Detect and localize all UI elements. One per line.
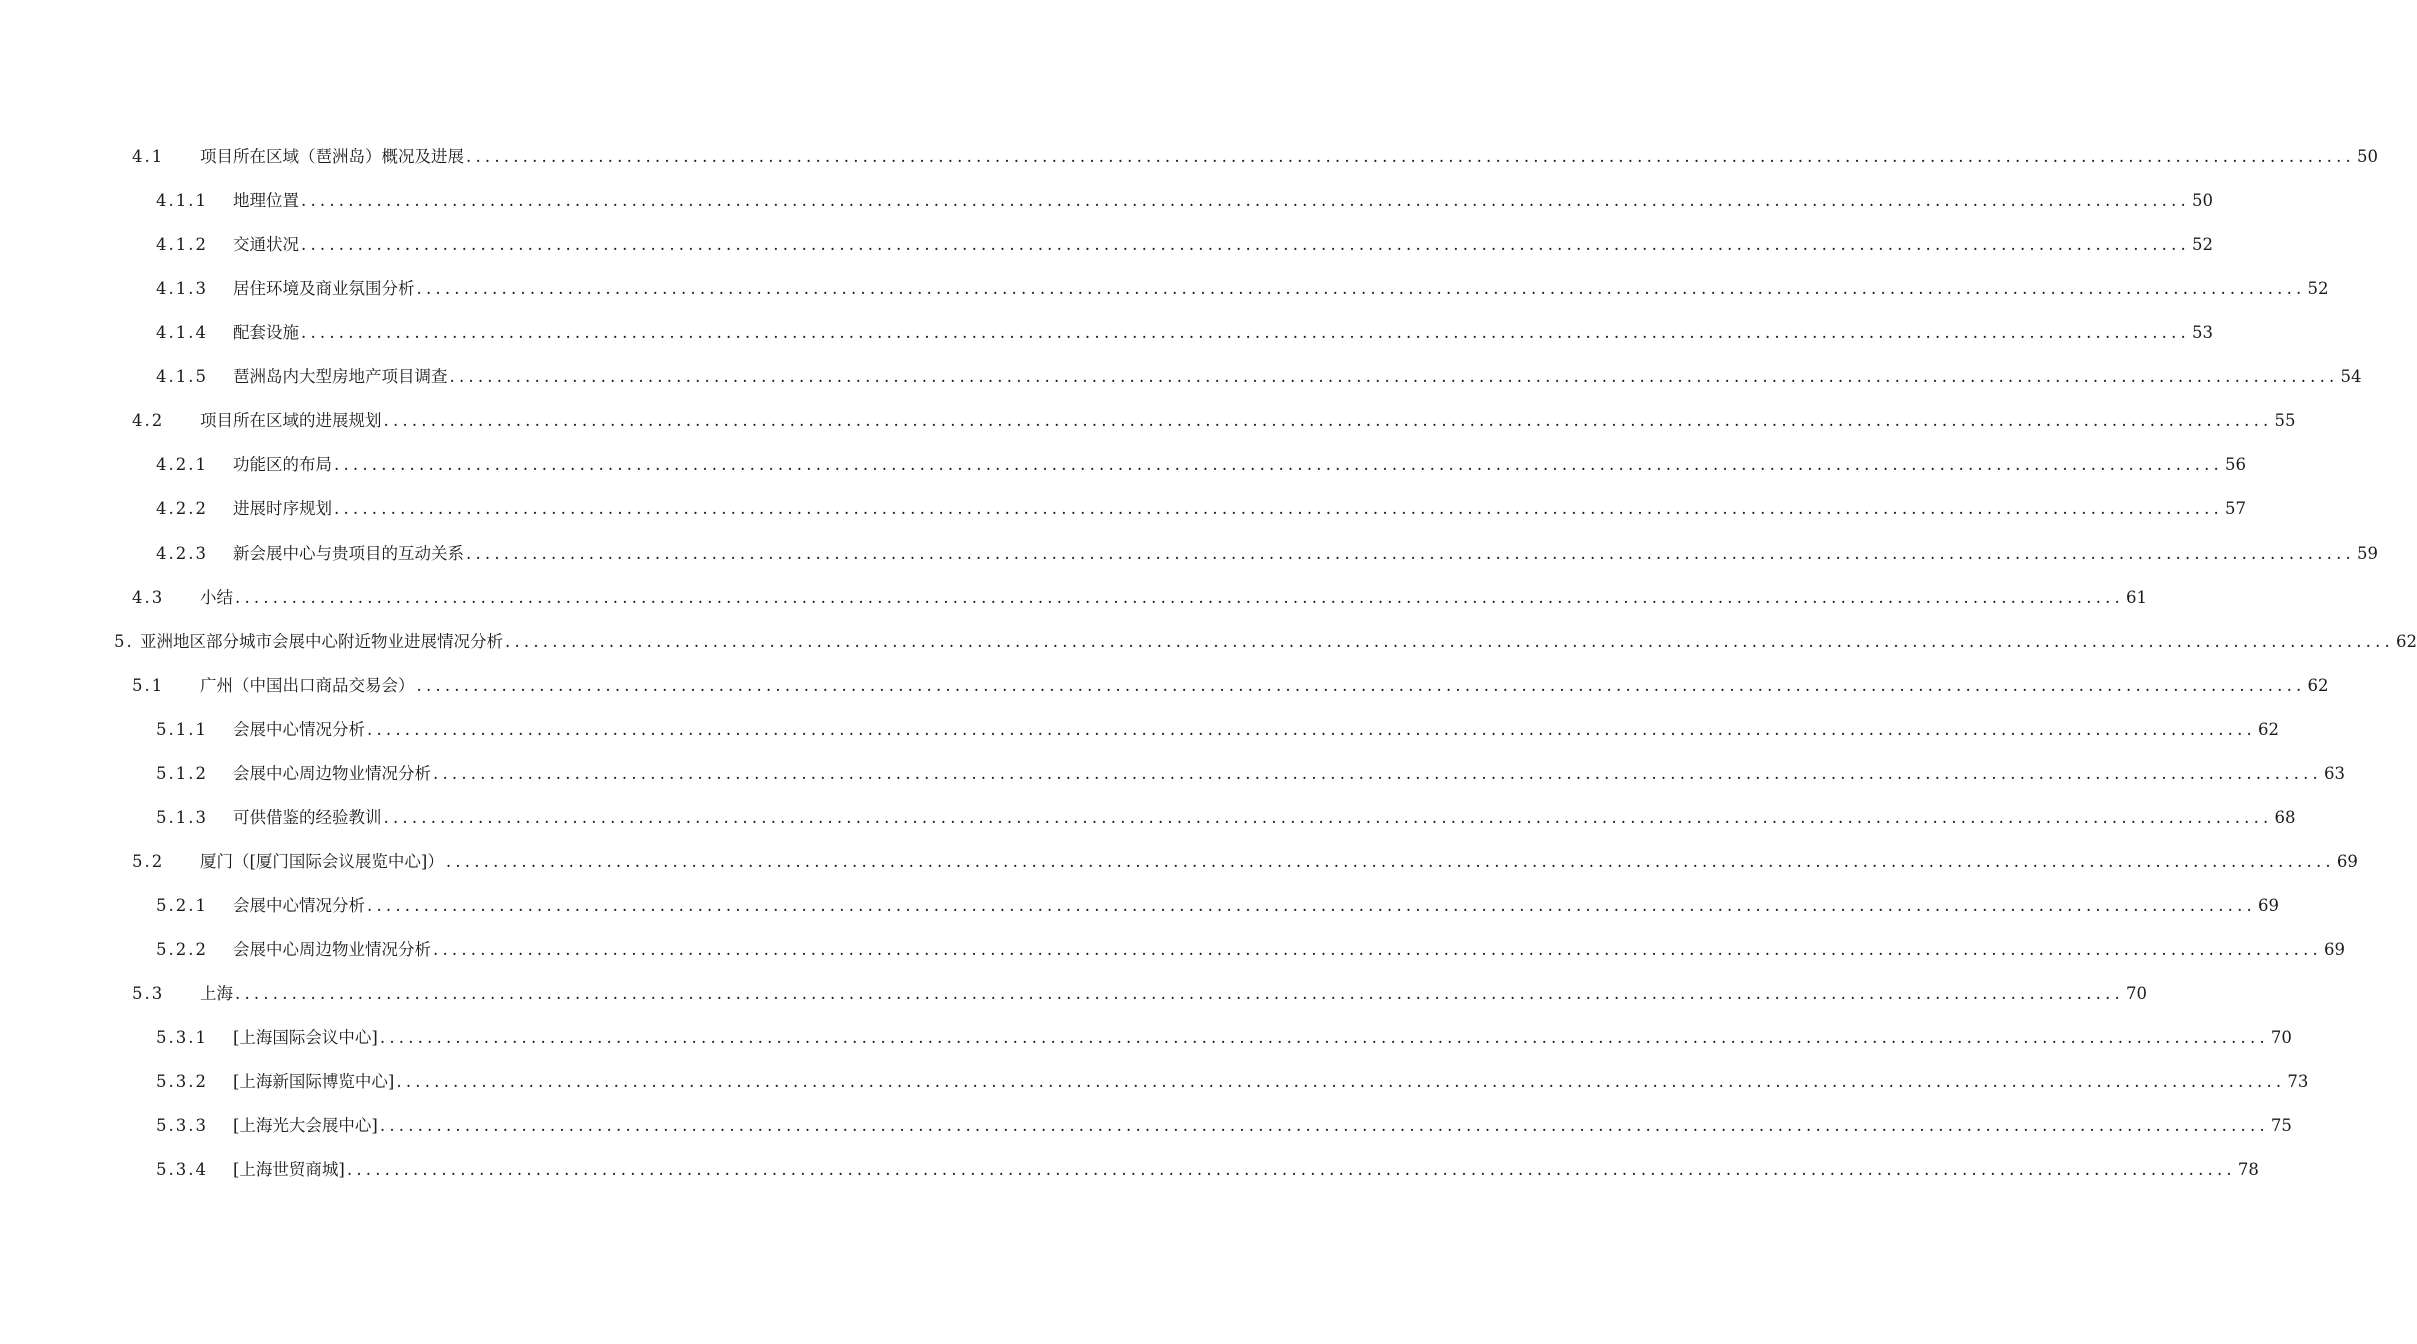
toc-entry-title: 会展中心情况分析 bbox=[233, 719, 365, 739]
toc-entry[interactable] bbox=[156, 186, 2213, 216]
dot-leader: ........................................................................................................................................................................................................ bbox=[367, 719, 2256, 739]
toc-entry-number: 5.3.1 bbox=[156, 1028, 208, 1047]
toc-entry-number: 5.2.2 bbox=[156, 939, 208, 959]
toc-entry-page-number: 52 bbox=[2191, 235, 2213, 255]
toc-entry-title: [上海世贸商城] bbox=[233, 1160, 345, 1180]
toc-entry[interactable] bbox=[156, 450, 2246, 480]
dot-leader: ........................................................................................................................................................................................................ bbox=[379, 1116, 2269, 1136]
toc-entry-title: 地理位置 bbox=[233, 191, 299, 211]
toc-entry-page-number: 68 bbox=[2274, 807, 2296, 827]
toc-entry-title: 项目所在区域（琶洲岛）概况及进展 bbox=[200, 147, 464, 166]
toc-entry[interactable] bbox=[132, 406, 2296, 436]
toc-entry[interactable] bbox=[132, 979, 2147, 1009]
dot-leader: ........................................................................................................................................................................................................ bbox=[346, 1160, 2236, 1180]
dot-leader: ........................................................................................................................................................................................................ bbox=[301, 323, 2190, 343]
toc-entry-title: 进展时序规划 bbox=[233, 499, 332, 519]
toc-entry-title: 厦门（[厦门国际会议展览中心]） bbox=[200, 851, 444, 871]
toc-entry-title: 会展中心周边物业情况分析 bbox=[233, 763, 431, 783]
toc-entry-number: 4.1.2 bbox=[156, 235, 208, 255]
toc-entry-title: 交通状况 bbox=[233, 235, 299, 255]
toc-entry-number: 5.1.1 bbox=[156, 719, 208, 739]
toc-entry-number: 5.3.3 bbox=[156, 1116, 208, 1136]
toc-entry-number: 4.1.1 bbox=[156, 191, 208, 211]
toc-entry[interactable] bbox=[156, 935, 2345, 965]
dot-leader: ........................................................................................................................................................................................................ bbox=[334, 455, 2223, 475]
toc-entry[interactable] bbox=[156, 539, 2378, 569]
toc-entry-number: 5.1 bbox=[132, 675, 165, 695]
dot-leader: ........................................................................................................................................................................................................ bbox=[235, 983, 2124, 1003]
dot-leader: ........................................................................................................................................................................................................ bbox=[416, 279, 2306, 299]
toc-entry-page-number: 54 bbox=[2340, 367, 2362, 387]
dot-leader: ........................................................................................................................................................................................................ bbox=[433, 763, 2322, 783]
toc-entry-number: 4.2.2 bbox=[156, 499, 208, 519]
toc-entry-number: 5.1.2 bbox=[156, 763, 208, 783]
toc-entry-title: 小结 bbox=[200, 587, 233, 607]
toc-entry-title: 上海 bbox=[200, 983, 233, 1003]
dot-leader: ........................................................................................................................................................................................................ bbox=[235, 587, 2124, 607]
dot-leader: ........................................................................................................................................................................................................ bbox=[301, 235, 2190, 255]
dot-leader: ........................................................................................................................................................................................................ bbox=[416, 675, 2306, 695]
dot-leader: ........................................................................................................................................................................................................ bbox=[433, 939, 2322, 959]
toc-entry-page-number: 70 bbox=[2125, 983, 2147, 1003]
toc-entry-title: 居住环境及商业氛围分析 bbox=[233, 279, 415, 299]
toc-entry-title: [上海国际会议中心] bbox=[233, 1028, 378, 1047]
dot-leader: ........................................................................................................................................................................................................ bbox=[383, 411, 2273, 431]
toc-entry-number: 4.2.3 bbox=[156, 543, 208, 563]
toc-entry[interactable] bbox=[132, 583, 2147, 613]
toc-entry-page-number: 69 bbox=[2323, 939, 2345, 959]
toc-entry[interactable] bbox=[114, 627, 2417, 657]
toc-entry[interactable] bbox=[156, 362, 2362, 392]
toc-entry-number: 5.3.4 bbox=[156, 1160, 208, 1180]
dot-leader: ........................................................................................................................................................................................................ bbox=[466, 543, 2355, 563]
toc-entry[interactable] bbox=[156, 1023, 2292, 1053]
toc-entry-page-number: 50 bbox=[2356, 147, 2378, 166]
toc-entry-page-number: 61 bbox=[2125, 587, 2147, 607]
toc-entry[interactable] bbox=[156, 494, 2246, 524]
toc-entry-title: 新会展中心与贵项目的互动关系 bbox=[233, 543, 464, 563]
toc-entry-page-number: 63 bbox=[2323, 763, 2345, 783]
toc-entry-page-number: 75 bbox=[2270, 1116, 2292, 1136]
toc-entry-title: [上海新国际博览中心] bbox=[233, 1072, 395, 1091]
toc-entry[interactable] bbox=[156, 891, 2279, 921]
toc-entry-number: 4.1 bbox=[132, 147, 165, 166]
toc-entry-number: 5. bbox=[114, 631, 134, 651]
toc-entry-title: 广州（中国出口商品交易会） bbox=[200, 675, 415, 695]
dot-leader: ........................................................................................................................................................................................................ bbox=[383, 807, 2273, 827]
toc-entry[interactable] bbox=[156, 759, 2345, 789]
toc-entry-number: 4.1.3 bbox=[156, 279, 208, 299]
toc-entry-page-number: 62 bbox=[2307, 675, 2329, 695]
toc-entry-page-number: 52 bbox=[2307, 279, 2329, 299]
toc-entry[interactable] bbox=[156, 230, 2213, 260]
toc-entry-page-number: 62 bbox=[2257, 719, 2279, 739]
toc-entry-number: 4.2 bbox=[132, 411, 165, 431]
toc-entry-title: 琶洲岛内大型房地产项目调查 bbox=[233, 367, 448, 387]
toc-entry-page-number: 56 bbox=[2224, 455, 2246, 475]
dot-leader: ........................................................................................................................................................................................................ bbox=[379, 1028, 2269, 1047]
toc-entry-title: 配套设施 bbox=[233, 323, 299, 343]
toc-entry-page-number: 69 bbox=[2257, 895, 2279, 915]
toc-entry-number: 5.3.2 bbox=[156, 1072, 208, 1091]
toc-entry-title: 可供借鉴的经验教训 bbox=[233, 807, 382, 827]
toc-entry-number: 5.1.3 bbox=[156, 807, 208, 827]
dot-leader: ........................................................................................................................................................................................................ bbox=[505, 631, 2394, 651]
toc-entry-page-number: 62 bbox=[2395, 631, 2417, 651]
toc-entry-number: 5.3 bbox=[132, 983, 165, 1003]
toc-entry-title: 会展中心情况分析 bbox=[233, 895, 365, 915]
toc-entry-number: 5.2.1 bbox=[156, 895, 208, 915]
toc-entry-number: 4.3 bbox=[132, 587, 165, 607]
toc-entry[interactable] bbox=[132, 142, 2378, 172]
toc-entry[interactable] bbox=[156, 1067, 2309, 1097]
toc-entry-page-number: 78 bbox=[2237, 1160, 2259, 1180]
toc-entry[interactable] bbox=[132, 671, 2329, 701]
toc-entry-number: 4.1.4 bbox=[156, 323, 208, 343]
toc-entry-title: 项目所在区域的进展规划 bbox=[200, 411, 382, 431]
dot-leader: ........................................................................................................................................................................................................ bbox=[445, 851, 2335, 871]
toc-entry-title: 功能区的布局 bbox=[233, 455, 332, 475]
toc-entry[interactable] bbox=[132, 847, 2358, 877]
dot-leader: ........................................................................................................................................................................................................ bbox=[396, 1072, 2286, 1091]
toc-entry-page-number: 70 bbox=[2270, 1028, 2292, 1047]
toc-entry-page-number: 59 bbox=[2356, 543, 2378, 563]
toc-entry-title: 亚洲地区部分城市会展中心附近物业进展情况分析 bbox=[140, 631, 503, 651]
dot-leader: ........................................................................................................................................................................................................ bbox=[449, 367, 2339, 387]
toc-entry-page-number: 53 bbox=[2191, 323, 2213, 343]
toc-entry-title: [上海光大会展中心] bbox=[233, 1116, 378, 1136]
toc-entry-title: 会展中心周边物业情况分析 bbox=[233, 939, 431, 959]
dot-leader: ........................................................................................................................................................................................................ bbox=[367, 895, 2256, 915]
dot-leader: ........................................................................................................................................................................................................ bbox=[301, 191, 2190, 211]
toc-entry-page-number: 50 bbox=[2191, 191, 2213, 211]
toc-entry-page-number: 73 bbox=[2287, 1072, 2309, 1091]
toc-entry[interactable] bbox=[156, 274, 2329, 304]
dot-leader: ........................................................................................................................................................................................................ bbox=[466, 147, 2355, 166]
toc-entry[interactable] bbox=[156, 1111, 2292, 1141]
toc-entry[interactable] bbox=[156, 318, 2213, 348]
toc-entry[interactable] bbox=[156, 1155, 2259, 1185]
toc-entry-number: 4.2.1 bbox=[156, 455, 208, 475]
toc-entry-number: 5.2 bbox=[132, 851, 165, 871]
toc-entry-page-number: 57 bbox=[2224, 499, 2246, 519]
toc-entry-page-number: 69 bbox=[2336, 851, 2358, 871]
dot-leader: ........................................................................................................................................................................................................ bbox=[334, 499, 2223, 519]
toc-entry[interactable] bbox=[156, 803, 2296, 833]
toc-entry-number: 4.1.5 bbox=[156, 367, 208, 387]
toc-entry[interactable] bbox=[156, 715, 2279, 745]
toc-entry-page-number: 55 bbox=[2274, 411, 2296, 431]
